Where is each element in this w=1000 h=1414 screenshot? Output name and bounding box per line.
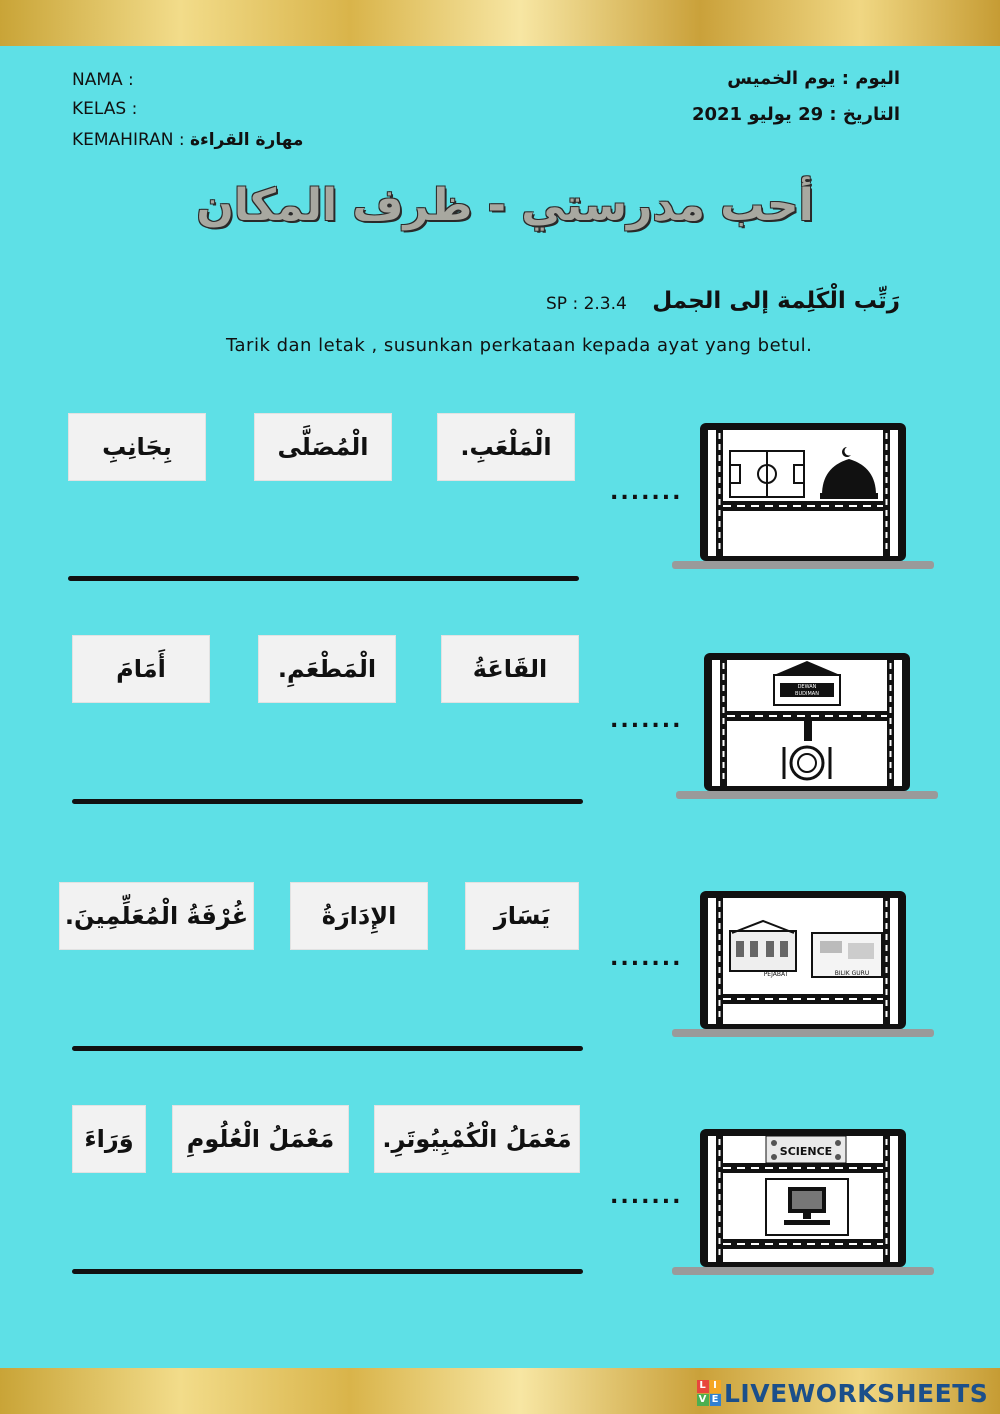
nama-label: NAMA : [72, 70, 134, 90]
laptop-hall-canteen-icon [676, 651, 938, 801]
logo-letter: L [697, 1380, 709, 1393]
word-card[interactable]: مَعْمَلُ الْعُلُومِ [172, 1105, 349, 1173]
word-card[interactable]: الْمَطْعَمِ. [258, 635, 396, 703]
svg-text:BUDIMAN: BUDIMAN [795, 691, 819, 697]
word-card[interactable]: بِجَانِبِ [68, 413, 206, 481]
kelas-label: KELAS : [72, 99, 138, 119]
word-card[interactable]: أَمَامَ [72, 635, 210, 703]
svg-text:PEJABAT: PEJABAT [763, 971, 789, 978]
word-card[interactable]: وَرَاءَ [72, 1105, 146, 1173]
word-card[interactable]: الْمُصَلَّى [254, 413, 392, 481]
liveworksheets-logo-icon [697, 1380, 721, 1406]
word-card[interactable]: يَسَارَ [465, 882, 579, 950]
logo-letter: V [698, 1393, 707, 1405]
laptop-office-teachers-icon [672, 889, 934, 1039]
date-line: التاريخ : 29 يوليو 2021 [691, 104, 900, 125]
svg-text:BILIK GURU: BILIK GURU [834, 970, 870, 977]
svg-text:SCIENCE: SCIENCE [779, 1145, 833, 1158]
dots-leader: ....... [610, 480, 683, 505]
logo-letter: I [710, 1380, 722, 1393]
gold-border-top [0, 0, 1000, 46]
svg-text:DEWAN: DEWAN [797, 684, 817, 690]
dots-leader: ....... [610, 708, 683, 733]
kemahiran-value: مهارة القراءة [190, 130, 304, 150]
sp-code: SP : 2.3.4 [546, 294, 627, 314]
laptop-mosque-field-icon [672, 421, 934, 571]
laptop-science-computer-icon [672, 1127, 934, 1277]
dots-leader: ....... [610, 946, 683, 971]
answer-drop-line[interactable] [72, 799, 583, 804]
instruction-malay: Tarik dan letak , susunkan perkataan kepada ayat yang betul. [226, 335, 813, 356]
answer-drop-line[interactable] [72, 1046, 583, 1051]
liveworksheets-brand [697, 1376, 988, 1410]
logo-letter: E [710, 1394, 722, 1407]
kemahiran-label: KEMAHIRAN : [72, 130, 185, 150]
word-card[interactable]: القَاعَةُ [441, 635, 579, 703]
dots-leader: ....... [610, 1184, 683, 1209]
kemahiran-row [72, 130, 303, 150]
instruction-arabic: رَتِّب الْكَلِمة إلى الجمل [652, 288, 900, 314]
answer-drop-line[interactable] [72, 1269, 583, 1274]
brand-text: LIVEWORKSHEETS [724, 1378, 989, 1408]
word-card[interactable]: الْمَلْعَبِ. [437, 413, 575, 481]
day-line: اليوم : يوم الخميس [727, 68, 900, 89]
answer-drop-line[interactable] [68, 576, 579, 581]
page-title: أحب مدرستي - ظرف المكان [196, 180, 814, 231]
word-card[interactable]: مَعْمَلُ الْكُمْبِيُوتَرِ. [374, 1105, 580, 1173]
word-card[interactable]: غُرْفَةُ الْمُعَلِّمِينَ. [59, 882, 254, 950]
word-card[interactable]: الإِدَارَةُ [290, 882, 428, 950]
